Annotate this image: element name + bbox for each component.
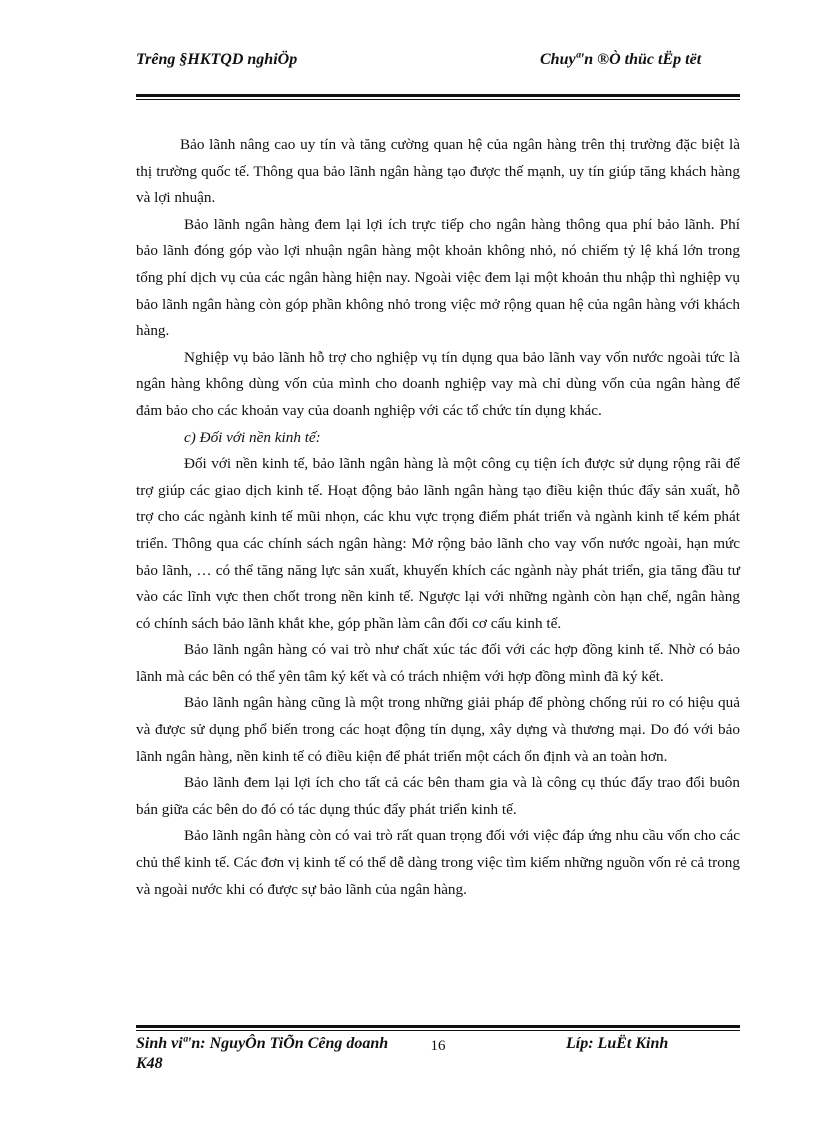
paragraph-2: Bảo lãnh ngân hàng đem lại lợi ích trực tiếp cho ngân hàng thông qua phí bảo lãnh. Phí bảo lãnh đóng góp vào lợi nhuận ngân hàng một khoản không nhỏ, nó chiếm tỷ lệ khá lớn trong tổng phí dịch vụ của các ngân hàng hiện nay. Ngoài việc đem lại một khoản thu nhập thì nghiệp vụ bảo lãnh ngân hàng còn góp phần không nhỏ trong việc mở rộng quan hệ của ngân hàng với khách hàng.: [136, 215, 740, 340]
body-text: [136, 132, 740, 903]
paragraph-6: Bảo lãnh ngân hàng cũng là một trong những giải pháp để phòng chống rủi ro có hiệu quả và được sử dụng phổ biến trong các hoạt động tín dụng, xây dựng và thương mại. Do đó với bảo lãnh ngân hàng, nền kinh tế có điều kiện để phát triển một cách ổn định và an toàn hơn.: [136, 694, 740, 765]
header-rule-thin: [136, 99, 740, 100]
footer-rule-thick: [136, 1025, 740, 1028]
paragraph-3: Nghiệp vụ bảo lãnh hỗ trợ cho nghiệp vụ tín dụng qua bảo lãnh vay vốn nước ngoài tức là ngân hàng không dùng vốn của mình cho doanh nghiệp vay mà chỉ dùng vốn của ngân hàng để đảm bảo cho các khoản vay của doanh nghiệp với các tổ chức tín dụng khác.: [136, 348, 740, 419]
paragraph-5: Bảo lãnh ngân hàng có vai trò như chất xúc tác đối với các hợp đồng kinh tế. Nhờ có bảo lãnh mà các bên có thể yên tâm ký kết và có trách nhiệm với hợp đồng mình đã ký kết.: [136, 641, 740, 685]
header-rule-thick: [136, 94, 740, 97]
page-number: 16: [430, 1038, 446, 1054]
header-report-type: Chuyª'n ®Ò thüc tËp tët: [540, 51, 702, 68]
footer-rule-thin: [136, 1030, 740, 1031]
header-school: Trêng §HKTQD nghiÖp: [136, 51, 298, 68]
footer-class: Líp: LuËt Kinh: [566, 1035, 669, 1052]
paragraph-8: Bảo lãnh ngân hàng còn có vai trò rất quan trọng đối với việc đáp ứng nhu cầu vốn cho các chủ thể kinh tế. Các đơn vị kinh tế có thể dễ dàng trong việc tìm kiếm những nguồn vốn rẻ cả trong và ngoài nước khi có được sự bảo lãnh của ngân hàng.: [136, 827, 740, 898]
paragraph-1: Bảo lãnh nâng cao uy tín và tăng cường quan hệ của ngân hàng trên thị trường đặc biệt là thị trường quốc tế. Thông qua bảo lãnh ngân hàng tạo được thế mạnh, uy tín giúp tăng khách hàng và lợi nhuận.: [136, 136, 740, 207]
footer-student: Sinh viª'n: NguyÔn TiÕn Cêng doanh K48: [136, 1035, 389, 1072]
section-heading: c) Đối với nền kinh tế:: [184, 428, 321, 446]
paragraph-4: Đối với nền kinh tế, bảo lãnh ngân hàng là một công cụ tiện ích được sử dụng rộng rãi để trợ giúp các giao dịch kinh tế. Hoạt động bảo lãnh ngân hàng tạo điều kiện thúc đẩy sản xuất, hỗ trợ cho các ngành kinh tế mũi nhọn, các khu vực trọng điểm phát triển và ngành kinh tế kém phát triển. Thông qua các chính sách ngân hàng: Mở rộng bảo lãnh cho vay vốn nước ngoài, hạn mức bảo lãnh, … có thể tăng năng lực sản xuất, khuyến khích các ngành này phát triển, gia tăng đầu tư vào các lĩnh vực then chốt trong nền kinh tế. Ngược lại với những ngành còn hạn chế, ngân hàng có chính sách bảo lãnh khắt khe, góp phần làm cân đối cơ cấu kinh tế.: [136, 455, 740, 632]
paragraph-7: Bảo lãnh đem lại lợi ích cho tất cả các bên tham gia và là công cụ thúc đẩy trao đổi buôn bán giữa các bên do đó có tác dụng thúc đẩy phát triển kinh tế.: [136, 774, 740, 818]
